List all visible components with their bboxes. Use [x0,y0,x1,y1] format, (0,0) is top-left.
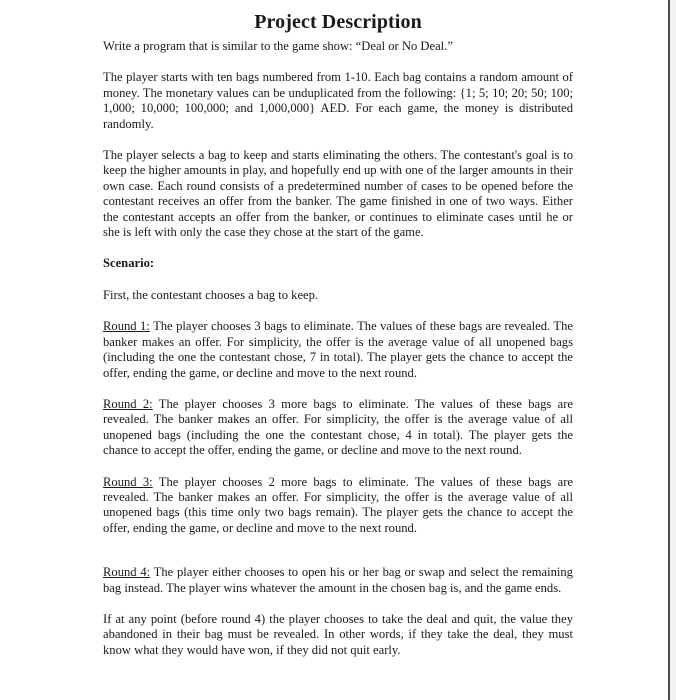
round-4-label: Round 4: [103,565,151,580]
scenario-heading: Scenario: [103,256,155,271]
round-3-text: The player chooses 2 more bags to eliminate. The values of these bags are revealed. The banker makes an offer. For simplicity, the offer is the average value of all unopened bags (this time only two bags remain). The player gets the chance to accept the offer, ending the game, or decline and move to the next round. [103,474,573,535]
closing-paragraph: If at any point (before round 4) the player chooses to take the deal and quit, the value they abandoned in their bag must be revealed. In other words, if they take the deal, they must know what they would have won, if they did not quit early. [103,611,573,657]
round-1-text: The player chooses 3 bags to eliminate. The values of these bags are revealed. The banker makes an offer. For simplicity, the offer is the average value of all unopened bags (including the one the contestant chose, 7 in total). The player gets the chance to accept the offer, ending the game, or decline and move to the next round. [103,319,573,380]
page-title: Project Description [254,11,422,33]
round-4-text: The player either chooses to open his or her bag or swap and select the remaining bag instead. The player wins whatever the amount in the chosen bag is, and the game ends. [103,565,573,595]
round-3-label: Round 3: [103,474,153,489]
round-2-label: Round 2: [103,396,153,411]
round-2-paragraph [103,397,573,459]
page-right-border [668,0,670,700]
round-2-text: The player chooses 3 more bags to eliminate. The values of these bags are revealed. The banker makes an offer. For simplicity, the offer is the average value of all unopened bags (including the one the contestant chose, 4 in total). The player gets the chance to accept the offer, ending the game, or decline and move to the next round. [103,396,573,458]
goal-paragraph: The player selects a bag to keep and starts eliminating the others. The contestant's goal is to keep the higher amounts in play, and hopefully end up with one of the larger amounts in their own case. Each round consists of a predetermined number of cases to be opened before the contestant receives an offer from the banker. The game finished in one of two ways. Either the contestant accepts an offer from the banker, or continues to eliminate cases until he or she is left with only the case they chose at the start of the game. [103,148,573,240]
round-3-paragraph [103,475,573,537]
bags-paragraph: The player starts with ten bags numbered from 1-10. Each bag contains a random amount of money. The monetary values can be unduplicated from the following: {1; 5; 10; 20; 50; 100; 1,000; 10,000; 100,000; and 1,000,000} AED. For each game, the money is distributed randomly. [103,70,573,131]
round-1-label: Round 1: [103,319,150,334]
round-1-paragraph [103,319,573,381]
intro-paragraph: Write a program that is similar to the game show: “Deal or No Deal.” [103,39,453,53]
scenario-first-paragraph: First, the contestant chooses a bag to keep. [103,287,319,302]
round-4-paragraph [103,565,573,596]
page-edge-shade [670,0,676,700]
document-body [103,39,573,658]
